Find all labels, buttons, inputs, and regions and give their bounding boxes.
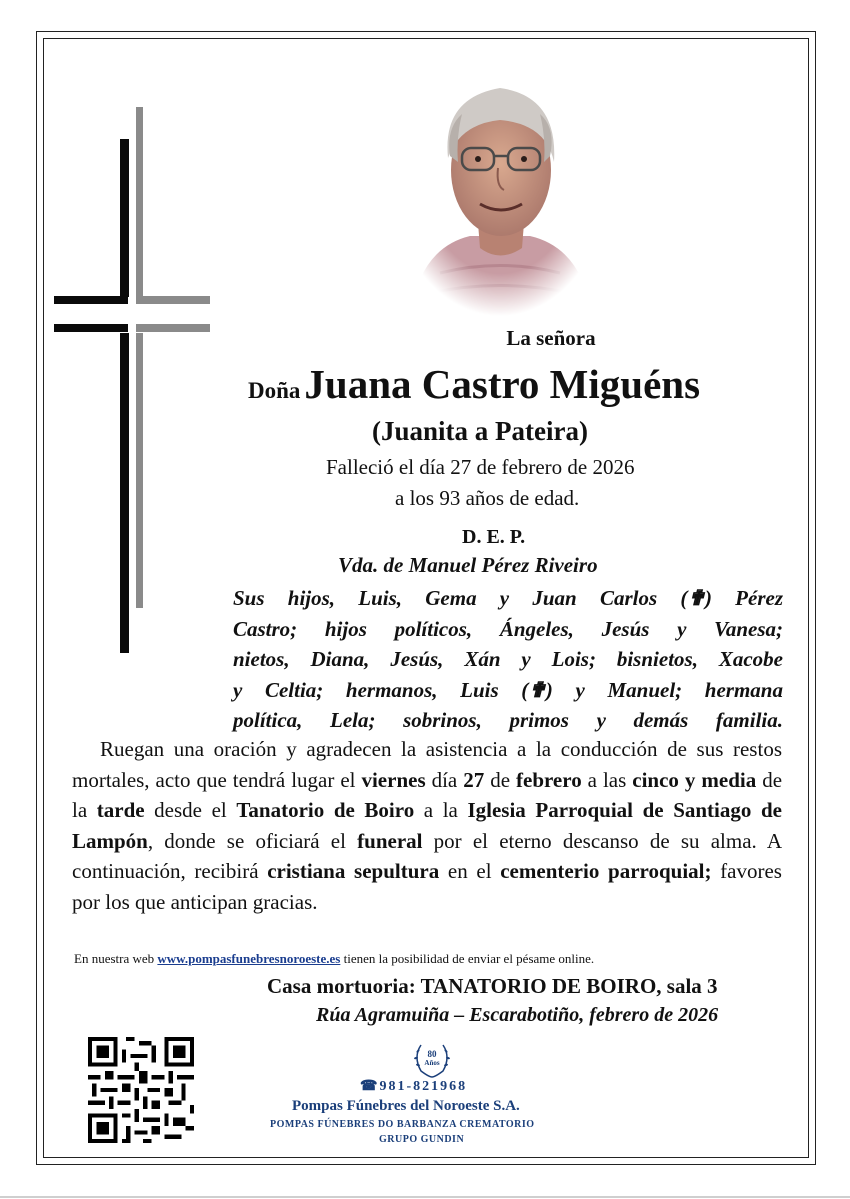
body-bold: cementerio parroquial; xyxy=(500,859,712,883)
logo-text xyxy=(409,1050,455,1067)
body-text: a la xyxy=(414,798,468,822)
website-link[interactable]: www.pompasfunebresnoroeste.es xyxy=(157,951,341,966)
name-title-prefix: Doña xyxy=(248,378,301,403)
body-bold: febrero xyxy=(516,767,582,792)
place-date-line: Rúa Agramuiña – Escarabotiño, febrero de 2026 xyxy=(316,1004,719,1026)
cross-black-upper-vertical xyxy=(120,139,129,297)
body-text: a las xyxy=(581,767,633,792)
portrait-photo xyxy=(400,58,600,316)
body-bold: Iglesia Parroquial de Santiago de Lampón xyxy=(72,798,782,853)
cross-grey-upper-vertical xyxy=(136,107,143,297)
company-name: Pompas Fúnebres del Noroeste S.A. xyxy=(292,1098,520,1114)
body-text: día xyxy=(425,767,464,792)
body-bold: viernes xyxy=(361,767,426,792)
body-text: favores por los que anticipan gracias. xyxy=(72,859,782,914)
phone-number: 981-821968 xyxy=(379,1079,468,1094)
ceremony-paragraph xyxy=(72,734,782,917)
page-bottom-divider xyxy=(0,1196,850,1198)
body-text: de xyxy=(484,767,516,792)
cross-black-lower-vertical xyxy=(120,333,129,653)
body-bold: cinco y media xyxy=(632,767,757,792)
body-text: de la xyxy=(72,767,783,822)
body-text: , donde se oficiará el xyxy=(147,828,358,853)
funeral-home-line: Casa mortuoria: TANATORIO DE BOIRO, sala 3 xyxy=(267,974,718,998)
deceased-name: Juana Castro Miguéns xyxy=(304,361,701,407)
company-subline: POMPAS FÚNEBRES DO BARBANZA CREMATORIO xyxy=(270,1119,535,1130)
logo-years-label: Años xyxy=(424,1059,440,1067)
intro-label: La señora xyxy=(506,326,596,350)
cross-black-upper-arm xyxy=(54,296,128,304)
body-bold: tarde xyxy=(96,798,145,822)
body-bold: Tanatorio de Boiro xyxy=(236,798,415,822)
web-suffix: tienen la posibilidad de enviar el pésame online. xyxy=(340,951,595,966)
body-bold: funeral xyxy=(357,828,423,853)
family-line: política, Lela; sobrinos, primos y demás familia. xyxy=(233,708,783,732)
family-line: nietos, Diana, Jesús, Xán y Lois; bisnietos, Xacobe xyxy=(233,647,783,671)
cross-grey-upper-arm xyxy=(136,296,210,304)
family-line: Sus hijos, Luis, Gema y Juan Carlos (✟) Pérez xyxy=(233,586,783,610)
widow-line: Vda. de Manuel Pérez Riveiro xyxy=(338,553,598,577)
family-list xyxy=(233,583,783,736)
age-line: a los 93 años de edad. xyxy=(395,486,580,510)
body-bold: 27 xyxy=(463,767,485,792)
body-text: en el xyxy=(439,859,501,883)
family-line: y Celtia; hermanos, Luis (✟) y Manuel; hermana xyxy=(233,677,783,702)
web-prefix: En nuestra web xyxy=(74,951,158,966)
cross-grey-lower-vertical xyxy=(136,333,143,608)
nickname: (Juanita a Pateira) xyxy=(372,416,588,446)
phone-icon: ☎ xyxy=(360,1079,380,1094)
logo-years-number: 80 xyxy=(427,1049,437,1059)
phone-number-line[interactable] xyxy=(360,1078,467,1095)
qr-code-icon[interactable] xyxy=(88,1037,194,1143)
death-date-line: Falleció el día 27 de febrero de 2026 xyxy=(326,455,635,479)
deceased-name-line xyxy=(248,360,700,408)
web-condolence-line xyxy=(74,951,594,967)
rip-abbreviation: D. E. P. xyxy=(462,526,526,548)
body-text: Ruegan una oración y agradecen la asistencia a la conducción de sus restos mortales, acto que tendrá lugar el xyxy=(72,737,782,792)
family-line: Castro; hijos políticos, Ángeles, Jesús y Vanesa; xyxy=(233,616,783,641)
body-text: desde el xyxy=(144,798,237,822)
company-group: GRUPO GUNDIN xyxy=(379,1134,465,1145)
body-bold: cristiana sepultura xyxy=(267,859,440,883)
body-text: por el eterno descanso de su alma. A continuación, recibirá xyxy=(72,828,782,883)
